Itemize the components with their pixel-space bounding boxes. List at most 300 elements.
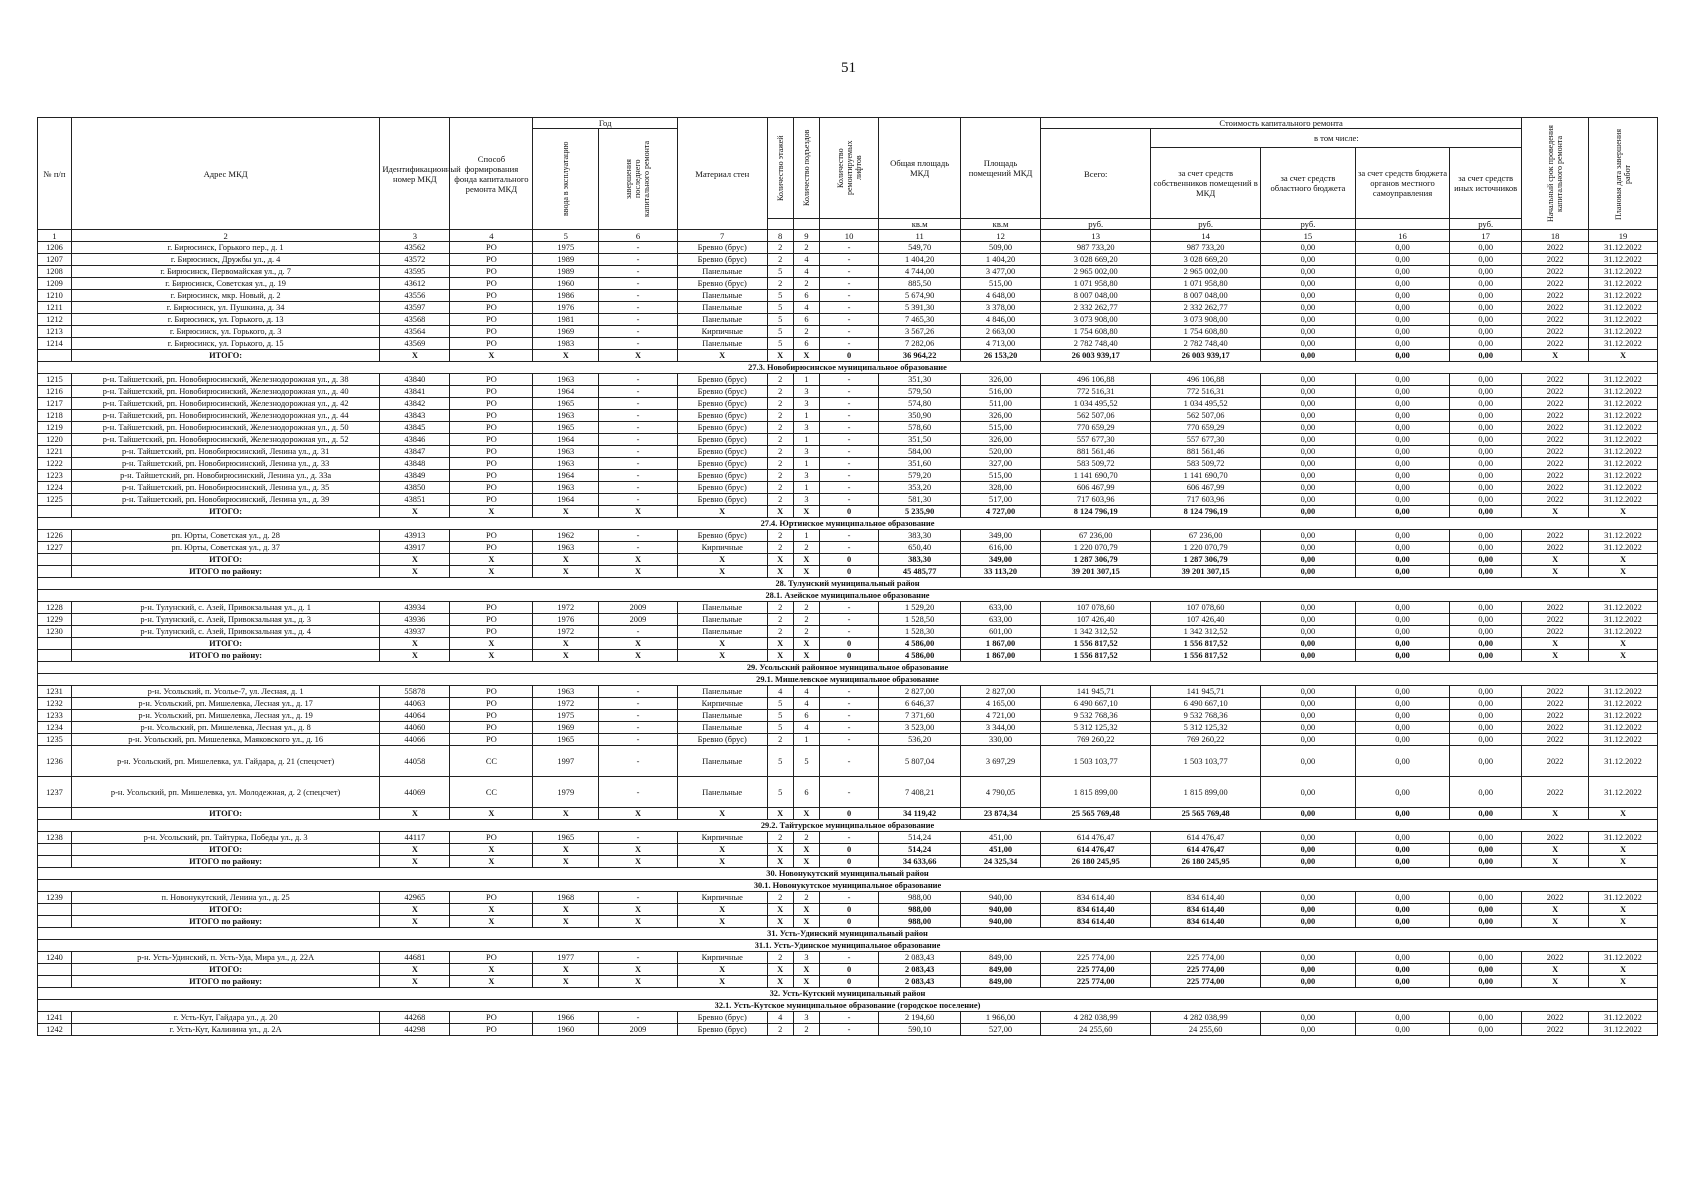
table-cell: X [1522,916,1589,928]
table-cell: X [533,964,599,976]
table-cell [38,808,72,820]
table-cell: 0,00 [1260,844,1355,856]
table-header [38,118,1658,242]
hdr-start [1522,118,1589,230]
table-cell: 0,00 [1450,904,1522,916]
table-cell: 2022 [1522,626,1589,638]
table-cell: 24 255,60 [1040,1024,1150,1036]
table-cell: - [820,398,879,410]
table-cell: 1962 [533,530,599,542]
table-cell: р-н. Тайшетский, рп. Новобирюсинский, Железнодорожная ул., д. 40 [71,386,379,398]
table-cell: 326,00 [961,374,1041,386]
table-cell: 1230 [38,626,72,638]
table-cell: - [599,777,678,808]
total-row [38,856,1658,868]
table-cell: 31.12.2022 [1589,777,1658,808]
table-cell: 31.12.2022 [1589,494,1658,506]
table-cell: 0,00 [1450,916,1522,928]
table-cell: X [677,566,767,578]
table-cell: 0,00 [1260,386,1355,398]
table-cell: 1965 [533,422,599,434]
table-cell: 31.12.2022 [1589,530,1658,542]
table-cell: - [820,542,879,554]
table-cell: 0,00 [1260,326,1355,338]
table-cell: Панельные [677,746,767,777]
table-cell: X [380,638,450,650]
table-cell: - [820,530,879,542]
table-cell: 772 516,31 [1040,386,1150,398]
table-cell: 834 614,40 [1151,904,1260,916]
table-cell: 349,00 [961,530,1041,542]
table-cell: Кирпичные [677,892,767,904]
table-cell: 4 713,00 [961,338,1041,350]
table-cell: X [1589,904,1658,916]
table-cell: 31.12.2022 [1589,278,1658,290]
table-cell: 1219 [38,422,72,434]
table-cell: 4 [793,254,819,266]
table-cell: 4 [767,686,793,698]
table-cell: - [599,734,678,746]
table-cell: 2 [767,446,793,458]
table-cell: р-н. Тайшетский, рп. Новобирюсинский, Ленина ул., д. 33а [71,470,379,482]
table-cell: 141 945,71 [1040,686,1150,698]
table-cell: 2 827,00 [879,686,961,698]
table-cell: 0 [820,638,879,650]
table-cell: 1963 [533,410,599,422]
table-cell: 4 586,00 [879,638,961,650]
table-cell: 1 342 312,52 [1040,626,1150,638]
table-cell: 31.12.2022 [1589,482,1658,494]
table-cell: 515,00 [961,470,1041,482]
table-cell: X [1589,506,1658,518]
table-cell: 351,50 [879,434,961,446]
table-cell: ИТОГО: [71,554,379,566]
table-cell: - [599,386,678,398]
table-cell: РО [450,482,533,494]
table-cell: - [820,446,879,458]
section-header-row [38,518,1658,530]
table-row [38,777,1658,808]
table-cell: 0,00 [1355,746,1449,777]
table-body [38,242,1658,1036]
table-cell: 1 071 958,80 [1151,278,1260,290]
table-cell: 8 124 796,19 [1151,506,1260,518]
table-cell: X [450,856,533,868]
table-cell: 1960 [533,278,599,290]
table-cell: 0,00 [1355,326,1449,338]
table-cell: 0 [820,566,879,578]
table-cell: 2 194,60 [879,1012,961,1024]
table-cell: 1 141 690,70 [1151,470,1260,482]
table-cell: г. Усть-Кут, Калинина ул., д. 2А [71,1024,379,1036]
table-cell: РО [450,278,533,290]
table-cell: 26 180 245,95 [1151,856,1260,868]
table-cell: 0,00 [1355,410,1449,422]
table-cell: X [767,638,793,650]
table-cell: 584,00 [879,446,961,458]
table-cell: ИТОГО по району: [71,976,379,988]
table-cell: г. Бирюсинск, Первомайская ул., д. 7 [71,266,379,278]
table-cell: X [677,554,767,566]
table-cell: г. Бирюсинск, ул. Горького, д. 15 [71,338,379,350]
table-cell: 4 [793,722,819,734]
table-row [38,398,1658,410]
table-cell: - [820,1012,879,1024]
table-cell: - [599,326,678,338]
table-cell: X [533,808,599,820]
table-cell: РО [450,626,533,638]
hdr-start-text: Начальный срок проведения капитального ремонта [1546,125,1565,222]
table-cell: 7 371,60 [879,710,961,722]
table-cell: 0,00 [1355,446,1449,458]
table-cell: 0,00 [1260,566,1355,578]
table-cell: 0,00 [1355,302,1449,314]
table-cell: ИТОГО: [71,844,379,856]
table-cell: X [599,904,678,916]
hdr-unit-area: кв.м [879,219,961,230]
table-cell: X [1589,808,1658,820]
section-header-row [38,362,1658,374]
table-cell: X [1589,638,1658,650]
table-cell: X [677,916,767,928]
table-cell: 6 646,37 [879,698,961,710]
table-cell: 31.12.2022 [1589,686,1658,698]
table-cell: - [599,290,678,302]
table-cell: 557 677,30 [1040,434,1150,446]
table-cell: X [599,638,678,650]
table-cell: 0,00 [1450,626,1522,638]
table-cell: РО [450,410,533,422]
hdr-unit-blank-2 [793,219,819,230]
table-cell: X [380,964,450,976]
table-cell: р-н. Усольский, рп. Тайтурка, Победы ул., д. 3 [71,832,379,844]
table-cell: 0 [820,964,879,976]
table-cell: X [450,904,533,916]
table-cell: 31.12.2022 [1589,386,1658,398]
table-cell: 42965 [380,892,450,904]
table-cell: 4 [767,1012,793,1024]
table-cell: 2022 [1522,254,1589,266]
table-cell: 2022 [1522,698,1589,710]
table-cell: 520,00 [961,446,1041,458]
table-cell: 0,00 [1260,410,1355,422]
table-cell: 31.12.2022 [1589,470,1658,482]
table-row [38,374,1658,386]
table-cell: Панельные [677,602,767,614]
table-cell: - [599,722,678,734]
table-cell: 1968 [533,892,599,904]
table-row [38,422,1658,434]
table-cell: 0,00 [1450,242,1522,254]
table-cell: 5 [767,746,793,777]
table-cell: 509,00 [961,242,1041,254]
table-cell: 33 113,20 [961,566,1041,578]
table-cell: 562 507,06 [1040,410,1150,422]
table-cell: 0,00 [1260,470,1355,482]
table-cell: X [1589,964,1658,976]
total-row [38,566,1658,578]
table-cell: X [450,844,533,856]
table-cell: 4 586,00 [879,650,961,662]
table-cell: X [599,566,678,578]
table-cell: 0,00 [1355,374,1449,386]
table-cell: X [599,916,678,928]
table-cell: X [1522,844,1589,856]
table-cell: 0,00 [1355,976,1449,988]
table-cell: 0,00 [1355,832,1449,844]
table-cell: 885,50 [879,278,961,290]
table-cell: 1210 [38,290,72,302]
table-cell: X [380,976,450,988]
table-cell: 43851 [380,494,450,506]
table-cell: 43913 [380,530,450,542]
table-cell: 3 [793,952,819,964]
table-cell: 43597 [380,302,450,314]
table-cell: п. Новонукутский, Ленина ул., д. 25 [71,892,379,904]
table-cell: X [793,638,819,650]
table-cell: 0,00 [1450,892,1522,904]
table-cell: 31.12.2022 [1589,410,1658,422]
table-cell: 25 565 769,48 [1040,808,1150,820]
table-cell: X [599,554,678,566]
table-cell: РО [450,458,533,470]
table-cell: 2 [767,386,793,398]
table-cell: X [793,808,819,820]
table-cell: 451,00 [961,844,1041,856]
table-cell: 606 467,99 [1040,482,1150,494]
table-cell: X [677,976,767,988]
table-cell: 43850 [380,482,450,494]
table-cell: 2022 [1522,777,1589,808]
table-cell: 225 774,00 [1040,952,1150,964]
table-cell: 0,00 [1450,638,1522,650]
table-cell: 834 614,40 [1040,916,1150,928]
table-cell: X [533,856,599,868]
table-cell: - [599,482,678,494]
table-cell: 1969 [533,722,599,734]
table-cell: 0,00 [1450,566,1522,578]
table-cell: 1222 [38,458,72,470]
table-cell: 1213 [38,326,72,338]
table-cell: 2009 [599,614,678,626]
section-header-row [38,674,1658,686]
table-cell: 0,00 [1355,350,1449,362]
table-cell: 24 255,60 [1151,1024,1260,1036]
table-cell: - [820,242,879,254]
table-cell: 39 201 307,15 [1040,566,1150,578]
table-cell: 633,00 [961,614,1041,626]
table-cell: X [533,566,599,578]
table-cell: X [767,856,793,868]
table-cell: 6 [793,290,819,302]
table-cell: 1 503 103,77 [1151,746,1260,777]
table-cell: 107 426,40 [1151,614,1260,626]
table-cell: 0 [820,904,879,916]
table-cell: Бревно (брус) [677,734,767,746]
table-cell: 3 [793,398,819,410]
table-cell: 1 529,20 [879,602,961,614]
table-cell: 1 556 817,52 [1040,650,1150,662]
hdr-unit-blank-1 [767,219,793,230]
table-cell: Бревно (брус) [677,446,767,458]
table-cell: 988,00 [879,916,961,928]
table-cell: р-н. Усольский, п. Усолье-7, ул. Лесная, д. 1 [71,686,379,698]
section-header-row [38,940,1658,952]
table-cell: X [380,808,450,820]
table-cell: - [820,710,879,722]
table-cell: X [599,844,678,856]
table-cell: 0 [820,856,879,868]
table-cell: 2022 [1522,458,1589,470]
table-cell: - [820,254,879,266]
table-cell: 3 477,00 [961,266,1041,278]
table-cell: 6 [793,710,819,722]
table-cell [38,650,72,662]
table-cell: 141 945,71 [1151,686,1260,698]
table-cell: 2022 [1522,422,1589,434]
table-cell: 1963 [533,458,599,470]
hdr-area: Общая площадь МКД [879,118,961,219]
table-cell: 5 [767,266,793,278]
table-cell: 3 523,00 [879,722,961,734]
table-cell: 2 [767,626,793,638]
table-cell: 34 119,42 [879,808,961,820]
table-cell: X [677,856,767,868]
table-row [38,482,1658,494]
table-cell: 6 [793,314,819,326]
column-index: 12 [961,230,1041,242]
table-cell: РО [450,446,533,458]
table-cell: 0,00 [1260,746,1355,777]
table-cell: 0,00 [1450,614,1522,626]
table-cell: 2 [767,952,793,964]
table-cell: РО [450,434,533,446]
table-cell: 633,00 [961,602,1041,614]
table-cell: 514,24 [879,844,961,856]
table-cell: 0,00 [1450,976,1522,988]
table-cell: 43572 [380,254,450,266]
table-cell: 2 [793,242,819,254]
table-cell: 0,00 [1260,777,1355,808]
table-cell: 2 [767,602,793,614]
column-index: 2 [71,230,379,242]
table-cell: - [820,338,879,350]
table-cell: X [1522,964,1589,976]
table-cell: 43564 [380,326,450,338]
table-row [38,266,1658,278]
section-title: 30. Новонукутский муниципальный район [38,868,1658,880]
table-cell: 0,00 [1450,698,1522,710]
table-cell: X [450,650,533,662]
table-cell: г. Бирюсинск, ул. Горького, д. 13 [71,314,379,326]
table-cell: 5 807,04 [879,746,961,777]
table-cell: РО [450,832,533,844]
table-cell: 2 [767,254,793,266]
table-cell: 2 [793,892,819,904]
table-cell: 1972 [533,602,599,614]
table-cell: X [1522,506,1589,518]
table-cell: 3 073 908,00 [1151,314,1260,326]
table-cell: 1234 [38,722,72,734]
table-cell: 36 964,22 [879,350,961,362]
table-cell: 0,00 [1450,266,1522,278]
table-cell: 2022 [1522,338,1589,350]
hdr-other: за счет средств иных источников [1450,148,1522,219]
section-header-row [38,662,1658,674]
table-cell [38,844,72,856]
table-cell: X [380,916,450,928]
table-cell [38,506,72,518]
table-cell: 0,00 [1450,470,1522,482]
table-cell: 6 490 667,10 [1151,698,1260,710]
table-cell: X [533,844,599,856]
table-cell: 517,00 [961,494,1041,506]
table-cell: 3 378,00 [961,302,1041,314]
table-cell: 0,00 [1450,398,1522,410]
table-cell: 1236 [38,746,72,777]
table-cell: 0,00 [1355,626,1449,638]
table-cell: 2 [767,542,793,554]
table-cell: - [820,686,879,698]
table-cell: 2 663,00 [961,326,1041,338]
table-cell: 1972 [533,626,599,638]
table-cell: 2 [767,458,793,470]
table-cell: 5 235,90 [879,506,961,518]
table-cell: X [1589,650,1658,662]
table-cell: 0,00 [1355,777,1449,808]
table-cell: 1225 [38,494,72,506]
table-cell: 0,00 [1260,302,1355,314]
table-cell: 31.12.2022 [1589,614,1658,626]
hdr-year-last-text: завершения последнего капитального ремонта [624,140,652,218]
table-cell: 2022 [1522,446,1589,458]
table-cell: 515,00 [961,422,1041,434]
table-cell: 1975 [533,242,599,254]
table-cell: СС [450,746,533,777]
table-cell: 2022 [1522,722,1589,734]
table-row [38,326,1658,338]
table-cell: 1 556 817,52 [1151,638,1260,650]
table-cell: 2 [767,614,793,626]
table-cell: 2022 [1522,314,1589,326]
table-cell: X [677,638,767,650]
table-cell: РО [450,338,533,350]
column-index: 15 [1260,230,1355,242]
table-cell: ИТОГО по району: [71,566,379,578]
table-cell: 578,60 [879,422,961,434]
table-cell: X [599,506,678,518]
table-cell: 2 [793,602,819,614]
table-cell: 0,00 [1450,422,1522,434]
table-cell: 0 [820,506,879,518]
table-cell: - [599,398,678,410]
table-cell: X [1522,638,1589,650]
table-cell: 0 [820,976,879,988]
table-cell: 0,00 [1355,722,1449,734]
table-cell: 1960 [533,1024,599,1036]
table-cell: 225 774,00 [1151,952,1260,964]
table-cell: г. Усть-Кут, Гайдара ул., д. 20 [71,1012,379,1024]
table-cell: - [599,314,678,326]
table-cell: 581,30 [879,494,961,506]
table-row [38,602,1658,614]
table-cell: 4 727,00 [961,506,1041,518]
table-cell: 2022 [1522,302,1589,314]
table-cell: X [380,856,450,868]
table-cell: X [533,916,599,928]
table-cell: - [820,1024,879,1036]
table-cell: 0,00 [1450,686,1522,698]
